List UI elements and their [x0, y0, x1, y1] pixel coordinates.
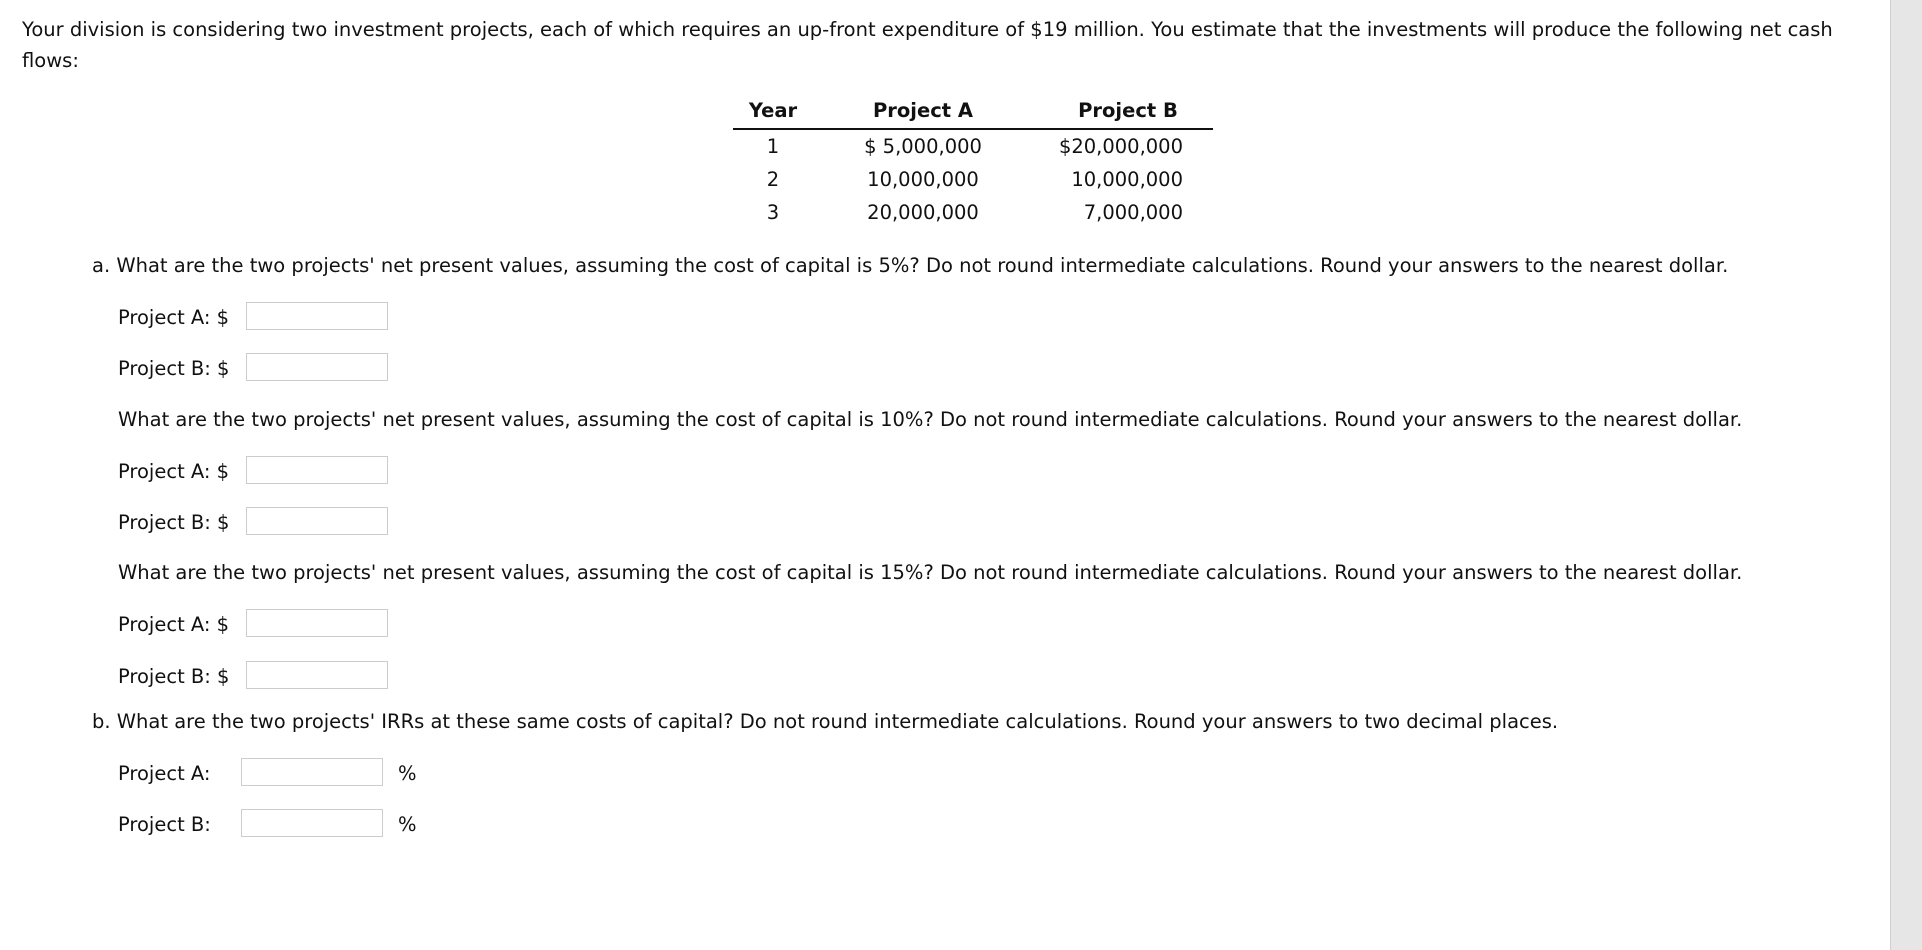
npv15-project-b-input[interactable] [246, 661, 388, 689]
percent-unit-b: % [398, 813, 417, 836]
label-npv15-project-a: Project A: $ [118, 613, 230, 636]
label-npv15-project-b: Project B: $ [118, 665, 230, 688]
cell-project-b: 7,000,000 [1083, 201, 1183, 224]
problem-intro: Your division is considering two investment projects, each of which requires an up-front expenditure of $19 million. You estimate that the investments will produce the following net cash flows: [22, 18, 1833, 72]
npv10-project-a-input[interactable] [246, 456, 388, 484]
table-row [733, 129, 1213, 163]
cell-year: 2 [766, 168, 780, 191]
table-row [733, 163, 1213, 196]
cell-project-a: 10,000,000 [867, 168, 979, 191]
question-npv-5pct: a. What are the two projects' net present values, assuming the cost of capital is 5%? Do not round intermediate calculations. Round your answers to the nearest dollar. [92, 254, 1729, 277]
label-npv10-project-b: Project B: $ [118, 511, 230, 534]
percent-unit-a: % [398, 762, 417, 785]
header-project-a: Project A [813, 96, 1013, 129]
vertical-scrollbar[interactable] [1890, 0, 1922, 950]
label-irr-project-a: Project A: [118, 762, 211, 785]
label-irr-project-b: Project B: [118, 813, 211, 836]
cell-year: 1 [766, 135, 780, 158]
cell-project-b: $20,000,000 [1058, 135, 1183, 158]
header-project-b: Project B [1013, 96, 1213, 129]
question-npv-15pct: What are the two projects' net present values, assuming the cost of capital is 15%? Do not round intermediate calculations. Round your answers to the nearest dollar. [118, 561, 1743, 584]
cell-year: 3 [766, 201, 780, 224]
npv10-project-b-input[interactable] [246, 507, 388, 535]
cash-flow-table [733, 96, 1213, 229]
header-year: Year [733, 96, 813, 129]
irr-project-b-input[interactable] [241, 809, 383, 837]
question-irr: b. What are the two projects' IRRs at these same costs of capital? Do not round intermediate calculations. Round your answers to two decimal places. [92, 710, 1559, 733]
cell-project-b: 10,000,000 [1071, 168, 1183, 191]
label-npv5-project-a: Project A: $ [118, 306, 230, 329]
npv5-project-a-input[interactable] [246, 302, 388, 330]
npv5-project-b-input[interactable] [246, 353, 388, 381]
npv15-project-a-input[interactable] [246, 609, 388, 637]
question-npv-10pct: What are the two projects' net present values, assuming the cost of capital is 10%? Do not round intermediate calculations. Round your answers to the nearest dollar. [118, 408, 1743, 431]
table-row [733, 196, 1213, 229]
irr-project-a-input[interactable] [241, 758, 383, 786]
table-header-row [733, 96, 1213, 129]
label-npv10-project-a: Project A: $ [118, 460, 230, 483]
label-npv5-project-b: Project B: $ [118, 357, 230, 380]
cell-project-a: $ 5,000,000 [864, 135, 982, 158]
cell-project-a: 20,000,000 [867, 201, 979, 224]
